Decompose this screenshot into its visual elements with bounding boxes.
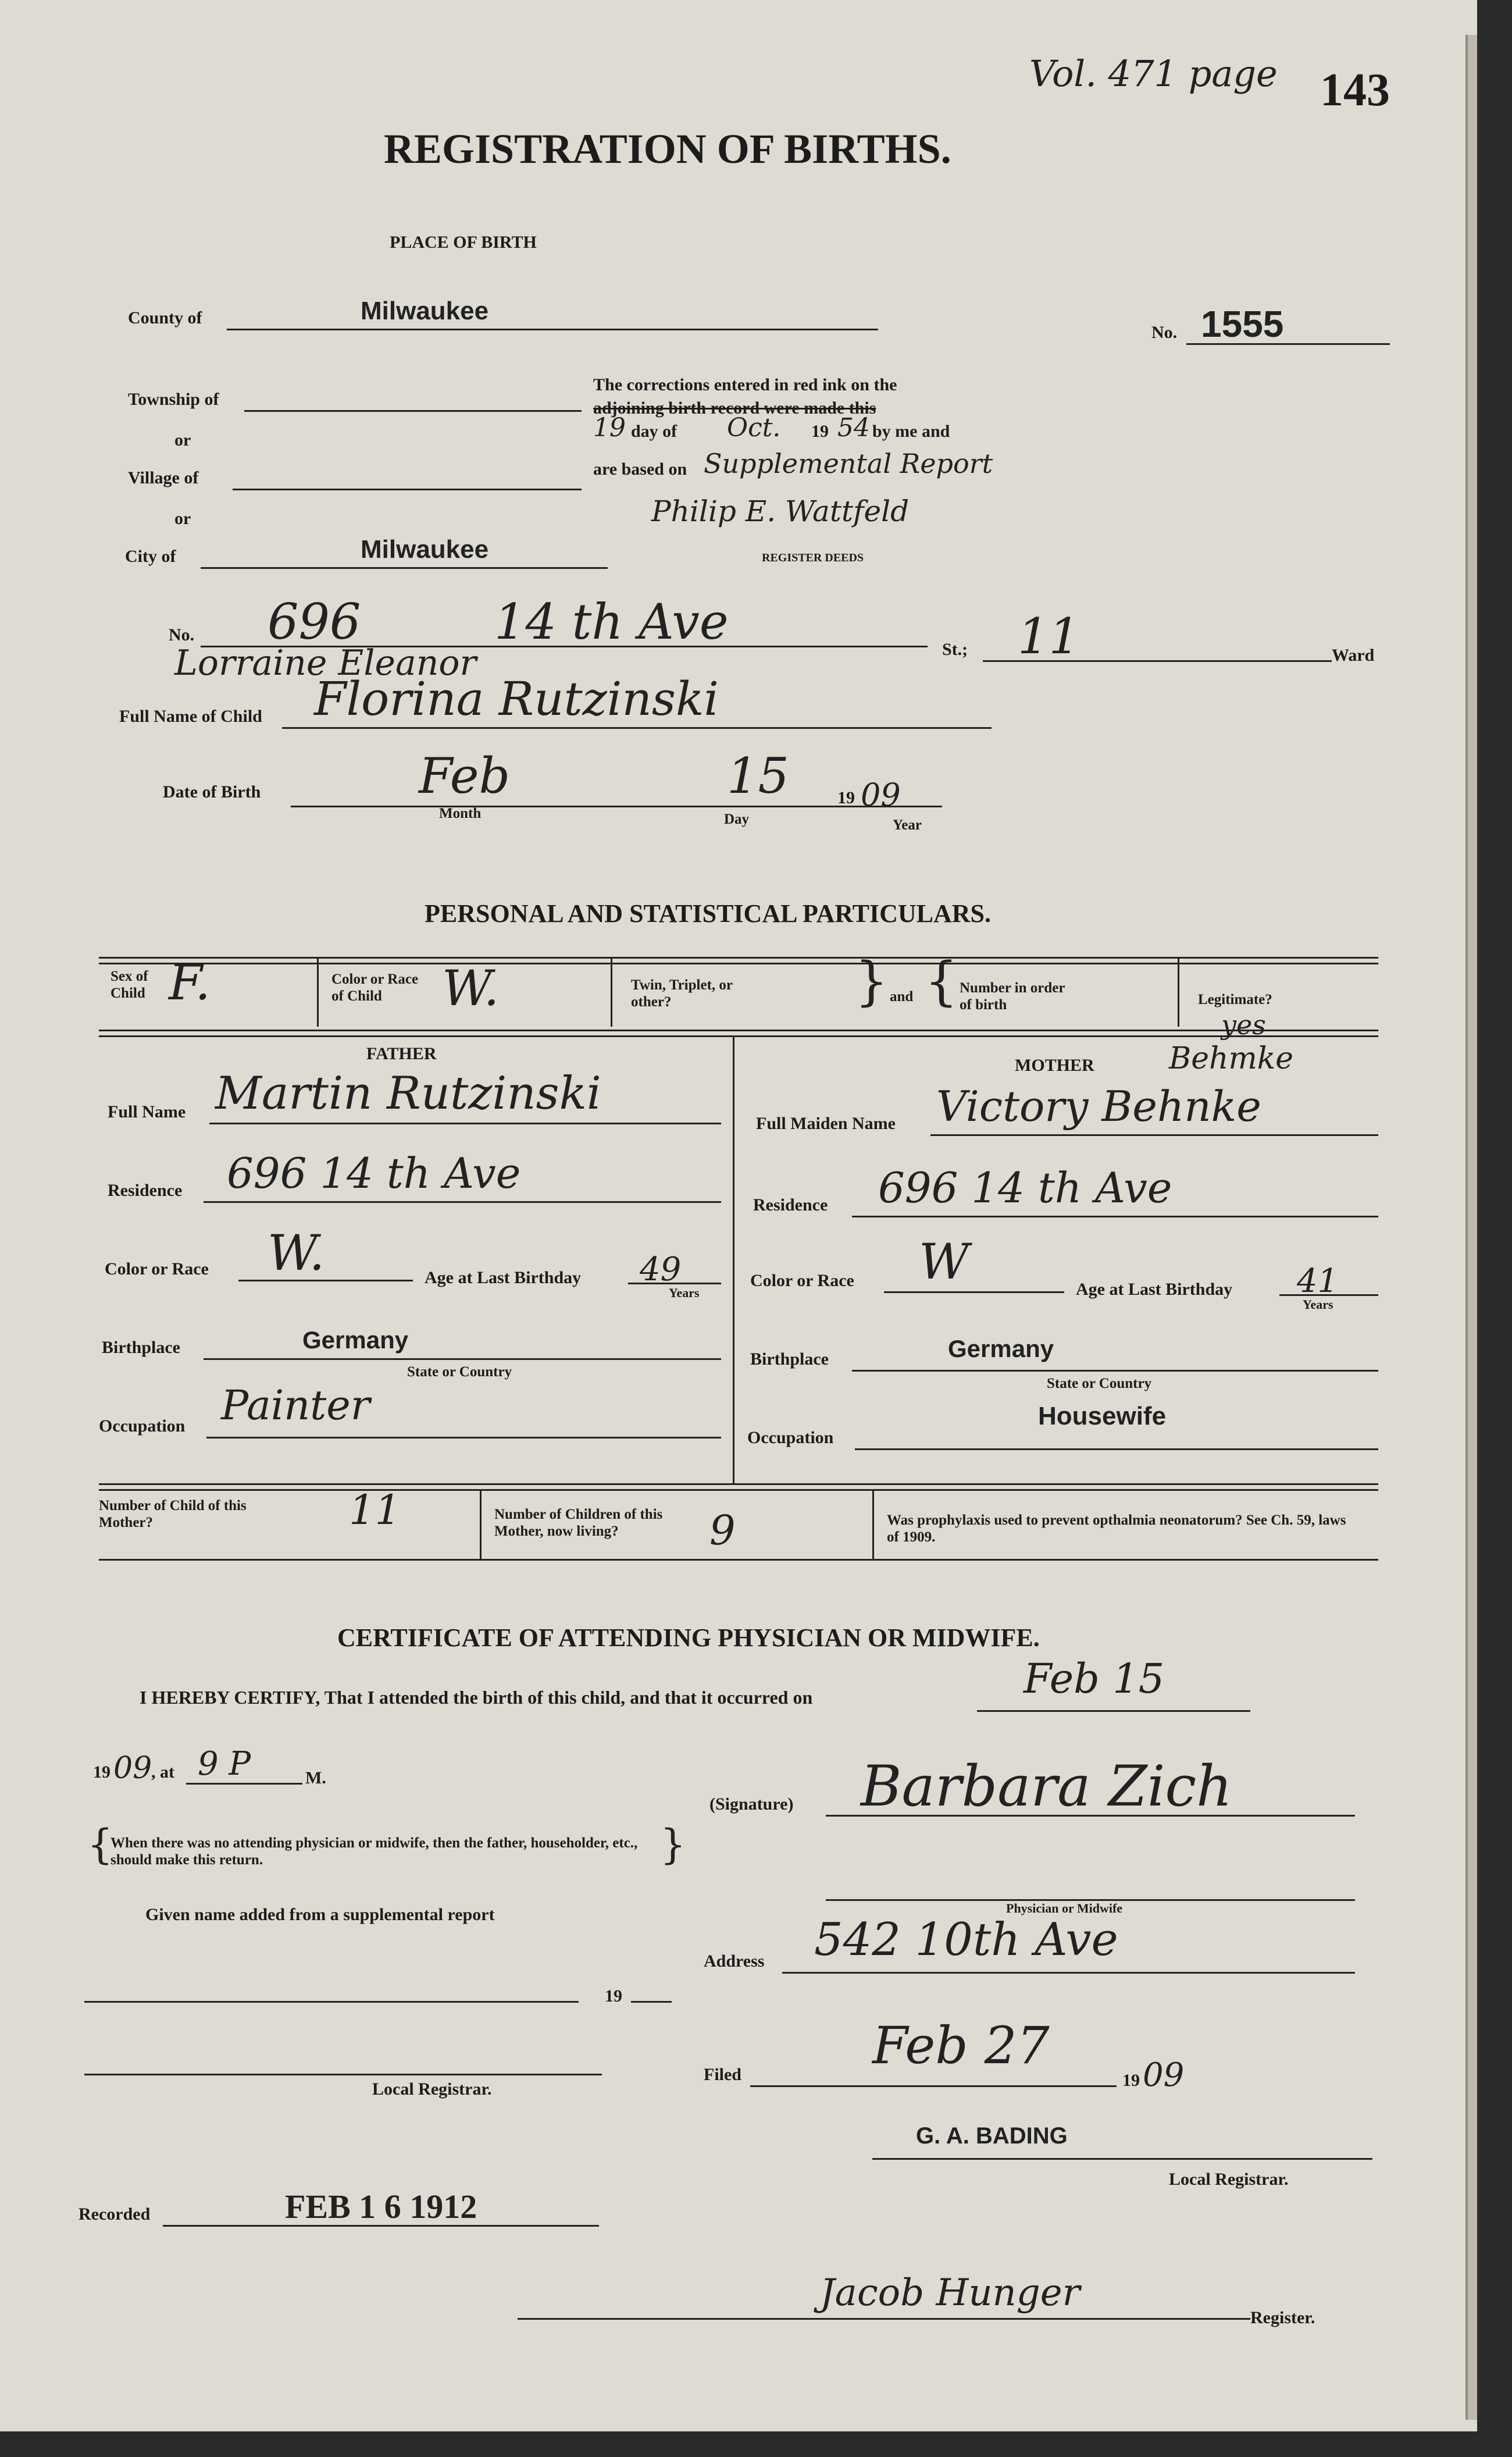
occurrence-year-prefix: 19 xyxy=(93,1762,110,1782)
place-of-birth-heading: PLACE OF BIRTH xyxy=(390,233,537,252)
page-number: 143 xyxy=(1320,65,1390,116)
street-value: 14 th Ave xyxy=(494,593,729,650)
ward-label: Ward xyxy=(1332,646,1375,665)
child-color-label: Color or Race of Child xyxy=(331,971,419,1004)
prophylaxis-label: Was prophylaxis used to prevent opthalmia neonatorum? See Ch. 59, laws of 1909. xyxy=(887,1512,1346,1545)
street-label: St.; xyxy=(942,640,968,659)
child-name-value: Florina Rutzinski xyxy=(314,672,719,726)
local-registrar-label-1: Local Registrar. xyxy=(372,2079,492,2099)
legitimate-label: Legitimate? xyxy=(1198,992,1272,1007)
correction-year: 54 xyxy=(837,413,870,443)
mother-maiden-value: Victory Behnke xyxy=(936,1082,1261,1131)
child-name-label: Full Name of Child xyxy=(119,707,262,726)
father-color-label: Color or Race xyxy=(105,1259,209,1279)
month-caption: Month xyxy=(439,806,482,821)
physician-signature: Barbara Zich xyxy=(861,1754,1232,1819)
certify-statement: I HEREBY CERTIFY, That I attended the birth of this child, and that it occurred on xyxy=(140,1687,813,1708)
page-title: REGISTRATION OF BIRTHS. xyxy=(384,126,951,172)
dob-year: 09 xyxy=(861,777,901,813)
parents-divider xyxy=(733,1035,734,1483)
certificate-heading: CERTIFICATE OF ATTENDING PHYSICIAN OR MIDWIFE. xyxy=(337,1623,1040,1652)
correction-line-2: adjoining birth record were made this xyxy=(593,398,876,418)
recorded-label: Recorded xyxy=(79,2205,151,2224)
mother-age-value: 41 xyxy=(1297,1262,1339,1300)
father-color-value: W. xyxy=(268,1224,325,1281)
father-state-label: State or Country xyxy=(407,1364,512,1380)
dob-day: 15 xyxy=(727,747,789,804)
correction-day-of: day of xyxy=(631,422,677,441)
year-caption: Year xyxy=(893,817,922,833)
filed-date: Feb 27 xyxy=(872,2016,1050,2075)
village-label: Village of xyxy=(128,468,199,487)
correction-by-me: by me and xyxy=(872,422,950,441)
child-name-line xyxy=(282,727,992,729)
and-label: and xyxy=(890,989,914,1005)
mother-heading: MOTHER xyxy=(1015,1056,1094,1075)
legitimate-value: yes xyxy=(1221,1009,1266,1041)
correction-basis: Supplemental Report xyxy=(704,448,993,479)
township-label: Township of xyxy=(128,390,219,409)
dob-label: Date of Birth xyxy=(163,782,261,802)
city-line xyxy=(201,567,608,569)
mother-residence-value: 696 14 th Ave xyxy=(878,1163,1172,1212)
child-name-added: Lorraine Eleanor xyxy=(174,643,477,683)
registrar-name: G. A. BADING xyxy=(916,2123,1068,2149)
page-edge xyxy=(1465,35,1477,2420)
father-residence-value: 696 14 th Ave xyxy=(227,1149,521,1198)
twin-label: Twin, Triplet, or other? xyxy=(631,977,733,1010)
county-label: County of xyxy=(128,308,202,327)
physician-address-value: 542 10th Ave xyxy=(814,1914,1118,1966)
sex-label: Sex of Child xyxy=(110,968,148,1001)
birth-record-page: Vol. 471 page 143 REGISTRATION OF BIRTHS. PLACE OF BIRTH County of Milwaukee No. 1555 Township of or Village of or City of Milwaukee The corrections entered in red ink on the adjoining birth record were made this 19 day of Oct. 19 54 by me and are based on Supplemental Report Philip E. Wattfeld REGISTER DEEDS No. 696 14 th Ave St.; 11 Ward Lorraine Eleanor Full Name of Child Florina Rutzinski Date of Birth Feb 15 19 09 Month Day Year PERSONAL AND STATISTICAL PARTICULARS. Sex of Child F. Color or Race of Child W. Twin, Triplet, or other? } and { Number in order of birth Legitimate? yes FATHER Full Name Martin Rutzinski Residence 696 14 th Ave Color or Race W. Age at Last Birthday 49 Years Birthplace Germany State or Country Occupation Painter MOTHER Behmke Full Maiden Name Victory Behnke Residence 696 14 th Ave Color or Race W Age at Last Birthday 41 Years Birthplace Germany State or Country Occupation Housewife Number of Child of this Mother? 11 Number of Children of this Mother, now living? 9 Was prophylaxis used to prevent opthalmia neonatorum? See Ch. 59, laws of 1909. CERTIFICATE OF ATTENDING PHYSICIAN OR MIDWIFE. I HEREBY CERTIFY, That I attended the birth of this child, and that it occurred on Feb 15 19 09 , at 9 P M. (Signature) Barbara Zich { When there was no attending physician or midwife, then the father, householder, etc., should make this return. } Physician or Midwife Given name added from a supplemental report Address 542 10th Ave 19 Local Registrar. Filed Feb 27 19 09 G. A. BADING Local Registrar. Recorded FEB 1 6 1912 Jacob Hunger Register. xyxy=(0,0,1477,2431)
correction-year-prefix: 19 xyxy=(811,422,829,441)
register-signature: Jacob Hunger xyxy=(820,2271,1080,2314)
dob-month: Feb xyxy=(419,747,511,804)
mother-color-label: Color or Race xyxy=(750,1271,854,1290)
occurrence-year: 09 xyxy=(113,1751,152,1786)
living-children-value: 9 xyxy=(709,1507,736,1554)
dob-year-prefix: 19 xyxy=(837,788,855,807)
record-number-label: No. xyxy=(1151,323,1178,342)
father-years-label: Years xyxy=(669,1286,700,1300)
physician-or-midwife-label: Physician or Midwife xyxy=(1006,1901,1123,1915)
correction-month: Oct. xyxy=(727,413,781,443)
father-birthplace-label: Birthplace xyxy=(102,1338,180,1357)
physician-address-label: Address xyxy=(704,1952,765,1971)
child-color-value: W. xyxy=(442,960,500,1017)
or-label-2: or xyxy=(174,509,191,528)
filed-year-prefix: 19 xyxy=(1122,2071,1140,2090)
local-registrar-label-2: Local Registrar. xyxy=(1169,2170,1289,2189)
ward-value: 11 xyxy=(1018,608,1080,665)
mother-birthplace-value: Germany xyxy=(948,1335,1054,1362)
mother-maiden-label: Full Maiden Name xyxy=(756,1114,896,1133)
father-occupation-value: Painter xyxy=(221,1381,370,1429)
county-value: Milwaukee xyxy=(361,297,489,325)
filed-label: Filed xyxy=(704,2065,741,2084)
child-number-value: 11 xyxy=(349,1486,401,1534)
father-name-label: Full Name xyxy=(108,1102,186,1121)
register-deeds-label: REGISTER DEEDS xyxy=(762,551,864,564)
mother-maiden-correction: Behmke xyxy=(1169,1041,1294,1076)
occurrence-at-label: , at xyxy=(151,1762,174,1782)
mother-color-value: W xyxy=(919,1233,969,1290)
father-occupation-label: Occupation xyxy=(99,1416,186,1436)
no-physician-note: When there was no attending physician or midwife, then the father, householder, etc., should make this return. xyxy=(110,1835,638,1868)
living-children-label: Number of Children of this Mother, now living? xyxy=(494,1507,663,1539)
mother-residence-label: Residence xyxy=(753,1195,828,1215)
occurrence-date: Feb 15 xyxy=(1024,1655,1165,1703)
house-number-value: 696 xyxy=(268,593,361,650)
register-label: Register. xyxy=(1250,2308,1315,2327)
given-name-note: Given name added from a supplemental report xyxy=(145,1905,495,1924)
city-label: City of xyxy=(125,547,176,566)
house-number-label: No. xyxy=(169,625,195,644)
father-age-label: Age at Last Birthday xyxy=(425,1268,582,1287)
filed-year: 09 xyxy=(1143,2056,1185,2094)
recorded-stamp: FEB 1 6 1912 xyxy=(285,2188,477,2225)
village-line xyxy=(233,489,582,490)
mother-occupation-label: Occupation xyxy=(747,1428,834,1447)
volume-page-annotation: Vol. 471 page xyxy=(1029,52,1278,95)
father-age-value: 49 xyxy=(640,1251,682,1288)
table-top-rule xyxy=(99,957,1378,959)
father-birthplace-value: Germany xyxy=(302,1326,409,1354)
county-line xyxy=(227,329,878,330)
table-mid-rule-2 xyxy=(99,1035,1378,1037)
record-number-value: 1555 xyxy=(1201,303,1284,345)
occurrence-m-label: M. xyxy=(305,1768,326,1787)
or-label-1: or xyxy=(174,430,191,450)
correction-day: 19 xyxy=(593,413,626,443)
township-line xyxy=(244,410,582,412)
mother-age-label: Age at Last Birthday xyxy=(1076,1280,1233,1299)
father-name-value: Martin Rutzinski xyxy=(215,1067,601,1120)
particulars-heading: PERSONAL AND STATISTICAL PARTICULARS. xyxy=(425,899,992,928)
correction-based-on: are based on xyxy=(593,460,687,479)
mother-occupation-value: Housewife xyxy=(1038,1402,1167,1430)
occurrence-time: 9 P xyxy=(198,1745,251,1783)
mother-state-label: State or Country xyxy=(1047,1376,1152,1391)
table-mid-rule xyxy=(99,1030,1378,1031)
birth-order-label: Number in order of birth xyxy=(960,980,1065,1013)
correction-line-1: The corrections entered in red ink on the xyxy=(593,375,897,394)
father-residence-label: Residence xyxy=(108,1181,183,1200)
given-name-date-prefix: 19 xyxy=(605,1986,622,2006)
day-caption: Day xyxy=(724,811,750,827)
father-heading: FATHER xyxy=(366,1044,437,1063)
sex-value: F. xyxy=(169,954,211,1011)
table-top-rule-2 xyxy=(99,963,1378,964)
child-number-label: Number of Child of this Mother? xyxy=(99,1498,247,1530)
mother-years-label: Years xyxy=(1303,1297,1333,1312)
signature-label: (Signature) xyxy=(709,1794,794,1814)
city-value: Milwaukee xyxy=(361,535,489,564)
correction-signature: Philip E. Wattfeld xyxy=(651,494,910,528)
mother-birthplace-label: Birthplace xyxy=(750,1349,829,1369)
